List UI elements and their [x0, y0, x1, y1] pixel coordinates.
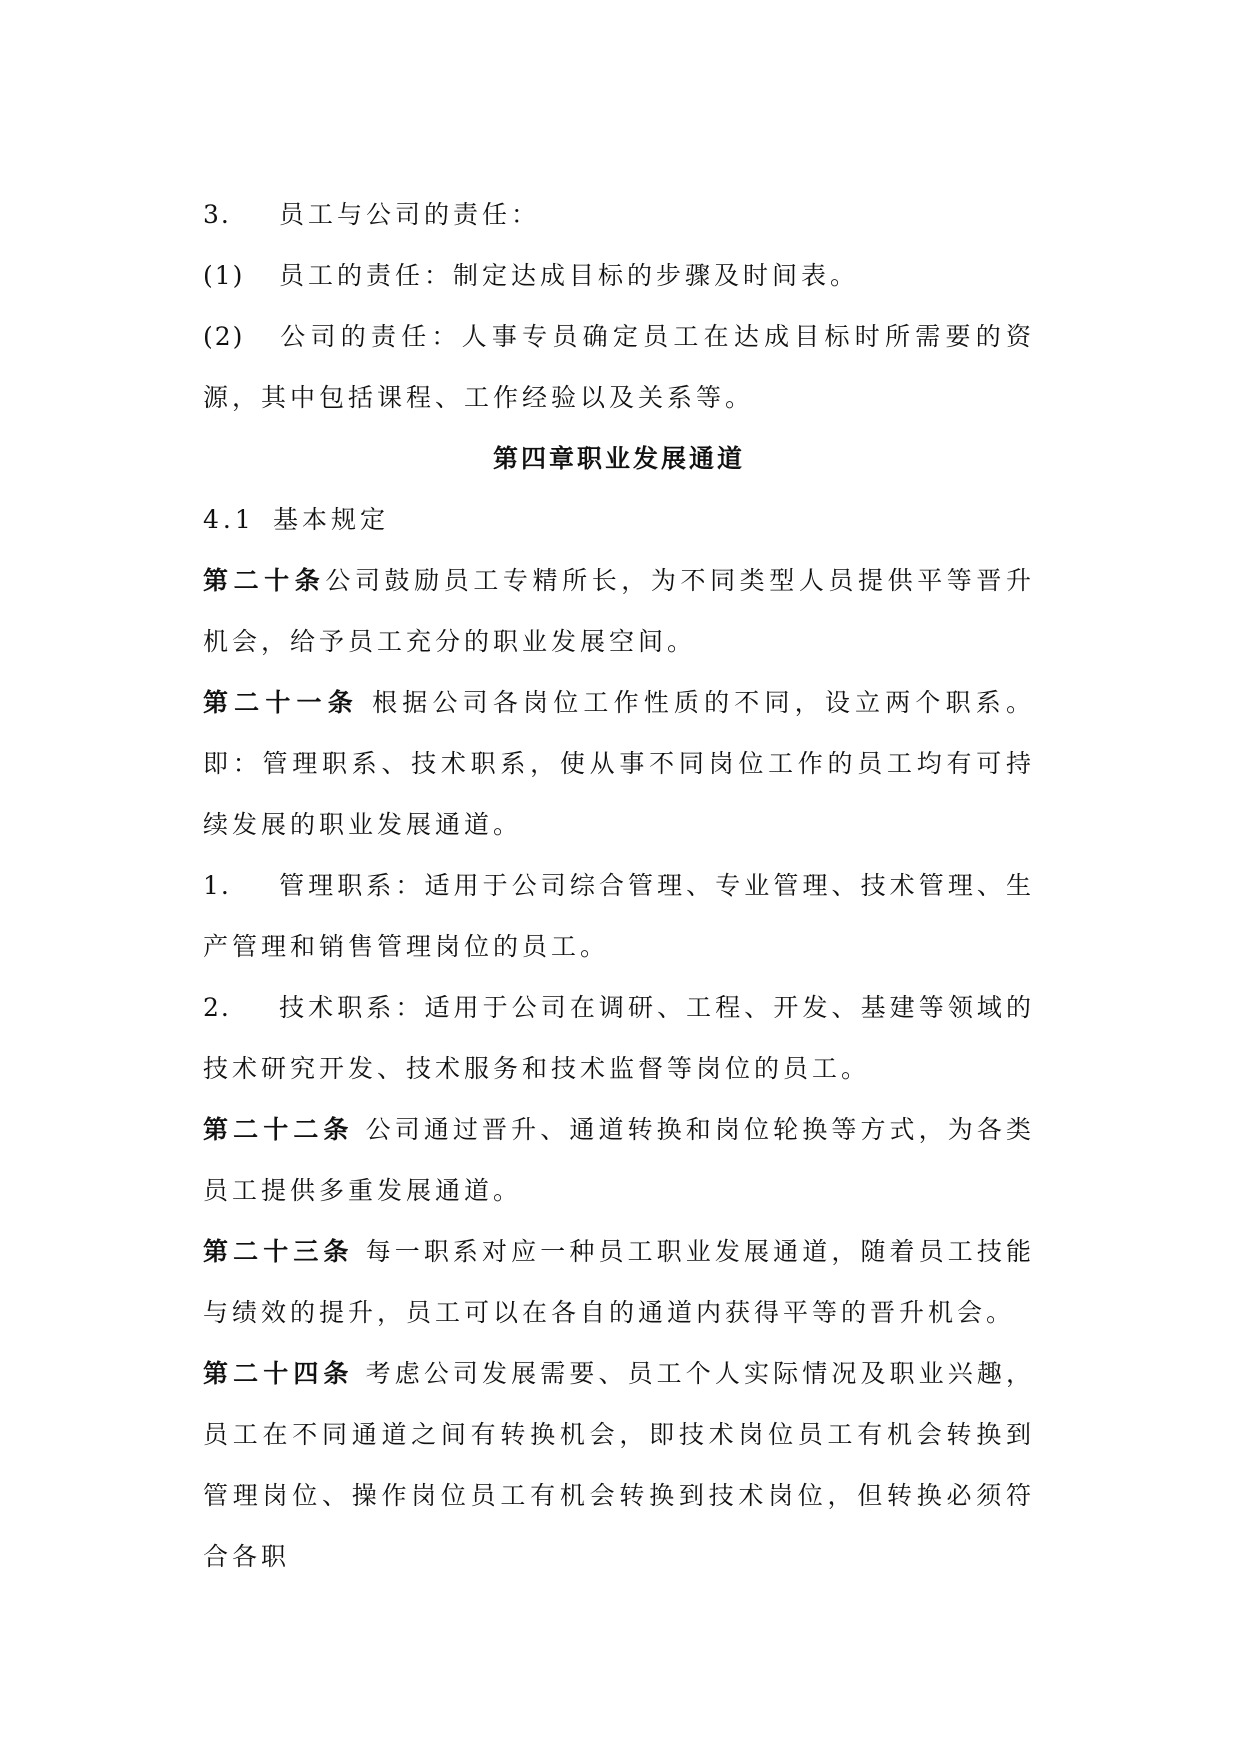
article-text: 考虑公司发展需要、员工个人实际情况及职业兴趣，员工在不同通道之间有转换机会，即技术岗位员工有机会转换到管理岗位、操作岗位员工有机会转换到技术岗位，但转换必须符合各职 — [203, 1359, 1035, 1571]
section-number: 4.1 — [203, 505, 255, 534]
article-label: 第二十条 — [203, 566, 326, 595]
item-number: 3. — [203, 200, 231, 229]
item-text: 公司的责任：人事专员确定员工在达成目标时所需要的资源，其中包括课程、工作经验以及关系等。 — [203, 322, 1035, 412]
list-item — [203, 855, 1035, 977]
article-paragraph — [203, 1099, 1035, 1221]
article-paragraph — [203, 550, 1035, 672]
section-heading — [203, 489, 1035, 550]
item-text: 技术职系：适用于公司在调研、工程、开发、基建等领域的技术研究开发、技术服务和技术监督等岗位的员工。 — [203, 993, 1035, 1083]
chapter-title: 第四章职业发展通道 — [492, 444, 745, 473]
article-label: 第二十三条 — [203, 1237, 354, 1266]
article-text: 每一职系对应一种员工职业发展通道，随着员工技能与绩效的提升，员工可以在各自的通道内获得平等的晋升机会。 — [203, 1237, 1035, 1327]
list-item — [203, 245, 1035, 306]
list-item — [203, 184, 1035, 245]
item-number: 1. — [203, 871, 231, 900]
item-text: 员工与公司的责任： — [279, 200, 541, 229]
article-text: 根据公司各岗位工作性质的不同，设立两个职系。即：管理职系、技术职系，使从事不同岗位工作的员工均有可持续发展的职业发展通道。 — [203, 688, 1035, 839]
article-text: 公司通过晋升、通道转换和岗位轮换等方式，为各类员工提供多重发展通道。 — [203, 1115, 1035, 1205]
list-item — [203, 977, 1035, 1099]
document-body — [203, 184, 1035, 1587]
item-number: (2) — [203, 322, 245, 351]
item-text: 员工的责任：制定达成目标的步骤及时间表。 — [279, 261, 860, 290]
article-label: 第二十二条 — [203, 1115, 354, 1144]
article-label: 第二十四条 — [203, 1359, 354, 1388]
article-paragraph — [203, 1221, 1035, 1343]
section-title: 基本规定 — [273, 505, 390, 534]
article-paragraph — [203, 672, 1035, 855]
article-paragraph — [203, 1343, 1035, 1587]
item-text: 管理职系：适用于公司综合管理、专业管理、技术管理、生产管理和销售管理岗位的员工。 — [203, 871, 1035, 961]
article-text: 公司鼓励员工专精所长，为不同类型人员提供平等晋升机会，给予员工充分的职业发展空间。 — [203, 566, 1035, 656]
item-number: 2. — [203, 993, 231, 1022]
item-number: (1) — [203, 261, 245, 290]
article-label: 第二十一条 — [203, 688, 359, 717]
list-item — [203, 306, 1035, 428]
